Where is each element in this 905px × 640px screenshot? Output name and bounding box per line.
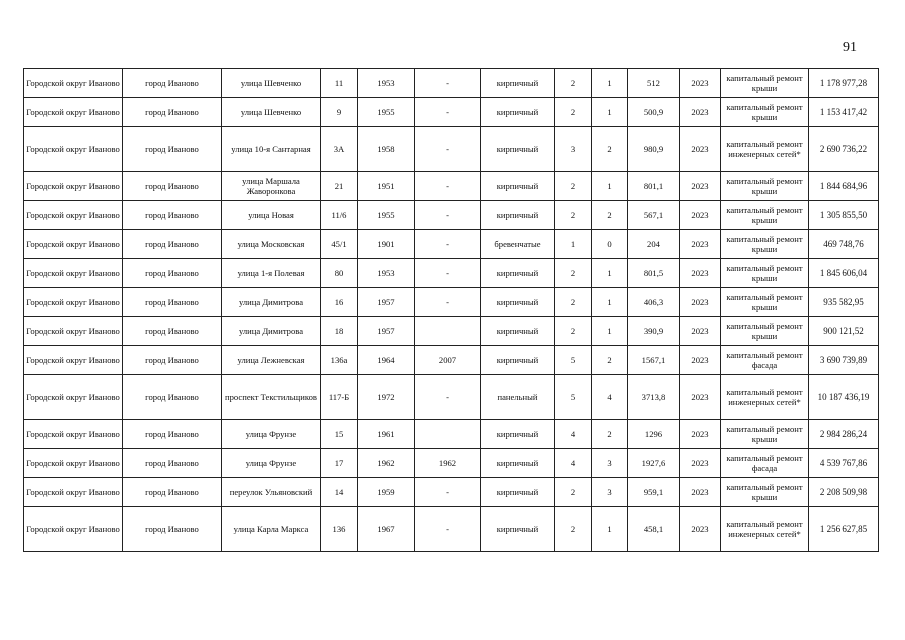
cell-year-renovated: - (415, 230, 481, 259)
cell-year-renovated (415, 317, 481, 346)
cell-area: 567,1 (628, 201, 680, 230)
cell-cost: 3 690 739,89 (809, 346, 879, 375)
cell-street: улица 1-я Полевая (222, 259, 321, 288)
cell-street: улица Маршала Жаворонкова (222, 172, 321, 201)
cell-entrances: 0 (592, 230, 628, 259)
cell-wall-material: панельный (481, 375, 555, 420)
cell-year-renovated: - (415, 288, 481, 317)
cell-cost: 1 305 855,50 (809, 201, 879, 230)
cell-district: Городской округ Иваново (24, 230, 123, 259)
cell-planned-year: 2023 (680, 172, 721, 201)
table-row (24, 127, 879, 172)
cell-district: Городской округ Иваново (24, 127, 123, 172)
cell-city: город Иваново (123, 507, 222, 552)
cell-entrances: 1 (592, 317, 628, 346)
cell-year-built: 1958 (358, 127, 415, 172)
cell-year-built: 1957 (358, 317, 415, 346)
cell-year-renovated: - (415, 507, 481, 552)
cell-wall-material: кирпичный (481, 478, 555, 507)
cell-street: улица Карла Маркса (222, 507, 321, 552)
cell-floors: 3 (555, 127, 592, 172)
cell-house-number: 11/6 (321, 201, 358, 230)
cell-work-type: капитальный ремонт крыши (721, 98, 809, 127)
cell-district: Городской округ Иваново (24, 288, 123, 317)
cell-year-renovated: - (415, 69, 481, 98)
cell-area: 801,5 (628, 259, 680, 288)
cell-house-number: 14 (321, 478, 358, 507)
cell-wall-material: кирпичный (481, 259, 555, 288)
housing-repair-table (23, 68, 879, 552)
cell-planned-year: 2023 (680, 288, 721, 317)
cell-house-number: 11 (321, 69, 358, 98)
cell-entrances: 1 (592, 288, 628, 317)
cell-wall-material: кирпичный (481, 449, 555, 478)
cell-area: 390,9 (628, 317, 680, 346)
cell-district: Городской округ Иваново (24, 507, 123, 552)
cell-city: город Иваново (123, 69, 222, 98)
cell-floors: 5 (555, 346, 592, 375)
cell-planned-year: 2023 (680, 69, 721, 98)
cell-street: улица Фрунзе (222, 420, 321, 449)
cell-planned-year: 2023 (680, 346, 721, 375)
cell-floors: 2 (555, 288, 592, 317)
cell-planned-year: 2023 (680, 259, 721, 288)
cell-year-built: 1959 (358, 478, 415, 507)
cell-city: город Иваново (123, 201, 222, 230)
cell-city: город Иваново (123, 288, 222, 317)
cell-district: Городской округ Иваново (24, 478, 123, 507)
cell-cost: 2 984 286,24 (809, 420, 879, 449)
cell-planned-year: 2023 (680, 317, 721, 346)
cell-district: Городской округ Иваново (24, 346, 123, 375)
cell-house-number: 117-Б (321, 375, 358, 420)
cell-cost: 469 748,76 (809, 230, 879, 259)
cell-city: город Иваново (123, 478, 222, 507)
cell-work-type: капитальный ремонт крыши (721, 69, 809, 98)
table-row (24, 172, 879, 201)
cell-street: проспект Текстильщиков (222, 375, 321, 420)
table-row (24, 449, 879, 478)
cell-entrances: 4 (592, 375, 628, 420)
cell-cost: 900 121,52 (809, 317, 879, 346)
cell-floors: 5 (555, 375, 592, 420)
cell-planned-year: 2023 (680, 507, 721, 552)
cell-year-renovated: - (415, 98, 481, 127)
cell-wall-material: кирпичный (481, 420, 555, 449)
cell-year-renovated: - (415, 259, 481, 288)
cell-city: город Иваново (123, 375, 222, 420)
cell-house-number: 136а (321, 346, 358, 375)
cell-city: город Иваново (123, 172, 222, 201)
cell-area: 512 (628, 69, 680, 98)
cell-work-type: капитальный ремонт крыши (721, 259, 809, 288)
cell-year-built: 1961 (358, 420, 415, 449)
cell-work-type: капитальный ремонт крыши (721, 478, 809, 507)
table-body (24, 69, 879, 552)
cell-wall-material: кирпичный (481, 288, 555, 317)
cell-area: 959,1 (628, 478, 680, 507)
cell-work-type: капитальный ремонт крыши (721, 420, 809, 449)
cell-house-number: 17 (321, 449, 358, 478)
cell-year-built: 1953 (358, 69, 415, 98)
cell-entrances: 2 (592, 420, 628, 449)
cell-street: улица Новая (222, 201, 321, 230)
cell-house-number: 16 (321, 288, 358, 317)
cell-work-type: капитальный ремонт крыши (721, 288, 809, 317)
cell-street: улица Лежневская (222, 346, 321, 375)
cell-work-type: капитальный ремонт инженерных сетей* (721, 127, 809, 172)
table-row (24, 69, 879, 98)
cell-house-number: 3А (321, 127, 358, 172)
cell-wall-material: кирпичный (481, 127, 555, 172)
cell-house-number: 80 (321, 259, 358, 288)
cell-floors: 2 (555, 478, 592, 507)
table-row (24, 98, 879, 127)
cell-wall-material: бревенчатые (481, 230, 555, 259)
cell-district: Городской округ Иваново (24, 172, 123, 201)
cell-planned-year: 2023 (680, 420, 721, 449)
cell-year-renovated: - (415, 127, 481, 172)
cell-planned-year: 2023 (680, 375, 721, 420)
table-row (24, 346, 879, 375)
cell-floors: 2 (555, 507, 592, 552)
cell-entrances: 1 (592, 507, 628, 552)
cell-wall-material: кирпичный (481, 201, 555, 230)
cell-street: улица 10-я Сантарная (222, 127, 321, 172)
cell-entrances: 1 (592, 98, 628, 127)
cell-planned-year: 2023 (680, 449, 721, 478)
cell-city: город Иваново (123, 230, 222, 259)
cell-area: 980,9 (628, 127, 680, 172)
cell-floors: 4 (555, 420, 592, 449)
cell-floors: 2 (555, 317, 592, 346)
cell-area: 3713,8 (628, 375, 680, 420)
cell-cost: 1 256 627,85 (809, 507, 879, 552)
cell-house-number: 136 (321, 507, 358, 552)
cell-area: 1567,1 (628, 346, 680, 375)
cell-house-number: 18 (321, 317, 358, 346)
table-row (24, 507, 879, 552)
cell-year-built: 1967 (358, 507, 415, 552)
table-row (24, 420, 879, 449)
cell-year-renovated: - (415, 201, 481, 230)
cell-area: 1296 (628, 420, 680, 449)
cell-street: улица Московская (222, 230, 321, 259)
cell-district: Городской округ Иваново (24, 449, 123, 478)
cell-work-type: капитальный ремонт инженерных сетей* (721, 375, 809, 420)
cell-cost: 4 539 767,86 (809, 449, 879, 478)
cell-district: Городской округ Иваново (24, 201, 123, 230)
cell-city: город Иваново (123, 317, 222, 346)
table-row (24, 317, 879, 346)
cell-work-type: капитальный ремонт крыши (721, 317, 809, 346)
cell-year-renovated: 1962 (415, 449, 481, 478)
cell-work-type: капитальный ремонт инженерных сетей* (721, 507, 809, 552)
cell-district: Городской округ Иваново (24, 98, 123, 127)
table-row (24, 478, 879, 507)
cell-year-built: 1951 (358, 172, 415, 201)
cell-floors: 4 (555, 449, 592, 478)
cell-street: улица Шевченко (222, 98, 321, 127)
cell-entrances: 1 (592, 172, 628, 201)
cell-house-number: 21 (321, 172, 358, 201)
cell-floors: 1 (555, 230, 592, 259)
page-number: 91 (843, 40, 857, 55)
table-row (24, 288, 879, 317)
cell-street: улица Шевченко (222, 69, 321, 98)
cell-year-built: 1964 (358, 346, 415, 375)
cell-entrances: 2 (592, 346, 628, 375)
table-row (24, 375, 879, 420)
cell-cost: 2 690 736,22 (809, 127, 879, 172)
cell-floors: 2 (555, 98, 592, 127)
cell-city: город Иваново (123, 127, 222, 172)
cell-planned-year: 2023 (680, 201, 721, 230)
cell-cost: 1 844 684,96 (809, 172, 879, 201)
cell-entrances: 3 (592, 478, 628, 507)
cell-wall-material: кирпичный (481, 69, 555, 98)
cell-cost: 1 845 606,04 (809, 259, 879, 288)
cell-planned-year: 2023 (680, 98, 721, 127)
cell-wall-material: кирпичный (481, 172, 555, 201)
cell-entrances: 3 (592, 449, 628, 478)
cell-year-built: 1972 (358, 375, 415, 420)
cell-year-renovated: - (415, 172, 481, 201)
cell-wall-material: кирпичный (481, 98, 555, 127)
cell-house-number: 45/1 (321, 230, 358, 259)
cell-year-built: 1957 (358, 288, 415, 317)
cell-area: 1927,6 (628, 449, 680, 478)
cell-planned-year: 2023 (680, 127, 721, 172)
cell-area: 406,3 (628, 288, 680, 317)
cell-floors: 2 (555, 69, 592, 98)
cell-city: город Иваново (123, 98, 222, 127)
cell-entrances: 2 (592, 127, 628, 172)
cell-street: улица Димитрова (222, 288, 321, 317)
cell-work-type: капитальный ремонт крыши (721, 230, 809, 259)
cell-wall-material: кирпичный (481, 317, 555, 346)
cell-year-renovated: - (415, 478, 481, 507)
cell-work-type: капитальный ремонт фасада (721, 449, 809, 478)
cell-entrances: 1 (592, 69, 628, 98)
cell-city: город Иваново (123, 420, 222, 449)
cell-wall-material: кирпичный (481, 346, 555, 375)
cell-street: улица Фрунзе (222, 449, 321, 478)
cell-area: 458,1 (628, 507, 680, 552)
cell-street: улица Димитрова (222, 317, 321, 346)
cell-year-renovated: 2007 (415, 346, 481, 375)
cell-district: Городской округ Иваново (24, 317, 123, 346)
cell-area: 801,1 (628, 172, 680, 201)
cell-city: город Иваново (123, 259, 222, 288)
cell-cost: 1 178 977,28 (809, 69, 879, 98)
cell-cost: 10 187 436,19 (809, 375, 879, 420)
cell-district: Городской округ Иваново (24, 259, 123, 288)
cell-floors: 2 (555, 201, 592, 230)
cell-year-built: 1953 (358, 259, 415, 288)
cell-work-type: капитальный ремонт крыши (721, 172, 809, 201)
cell-year-renovated: - (415, 375, 481, 420)
cell-work-type: капитальный ремонт фасада (721, 346, 809, 375)
cell-district: Городской округ Иваново (24, 375, 123, 420)
cell-area: 500,9 (628, 98, 680, 127)
cell-floors: 2 (555, 259, 592, 288)
table-row (24, 201, 879, 230)
cell-year-built: 1962 (358, 449, 415, 478)
cell-work-type: капитальный ремонт крыши (721, 201, 809, 230)
cell-entrances: 2 (592, 201, 628, 230)
cell-cost: 935 582,95 (809, 288, 879, 317)
cell-street: переулок Ульяновский (222, 478, 321, 507)
cell-area: 204 (628, 230, 680, 259)
cell-cost: 2 208 509,98 (809, 478, 879, 507)
cell-floors: 2 (555, 172, 592, 201)
table-row (24, 230, 879, 259)
cell-year-built: 1955 (358, 98, 415, 127)
cell-house-number: 15 (321, 420, 358, 449)
table-row (24, 259, 879, 288)
cell-year-renovated (415, 420, 481, 449)
cell-year-built: 1955 (358, 201, 415, 230)
cell-planned-year: 2023 (680, 478, 721, 507)
cell-entrances: 1 (592, 259, 628, 288)
cell-wall-material: кирпичный (481, 507, 555, 552)
cell-planned-year: 2023 (680, 230, 721, 259)
cell-district: Городской округ Иваново (24, 69, 123, 98)
cell-city: город Иваново (123, 449, 222, 478)
cell-cost: 1 153 417,42 (809, 98, 879, 127)
cell-city: город Иваново (123, 346, 222, 375)
cell-house-number: 9 (321, 98, 358, 127)
cell-district: Городской округ Иваново (24, 420, 123, 449)
cell-year-built: 1901 (358, 230, 415, 259)
